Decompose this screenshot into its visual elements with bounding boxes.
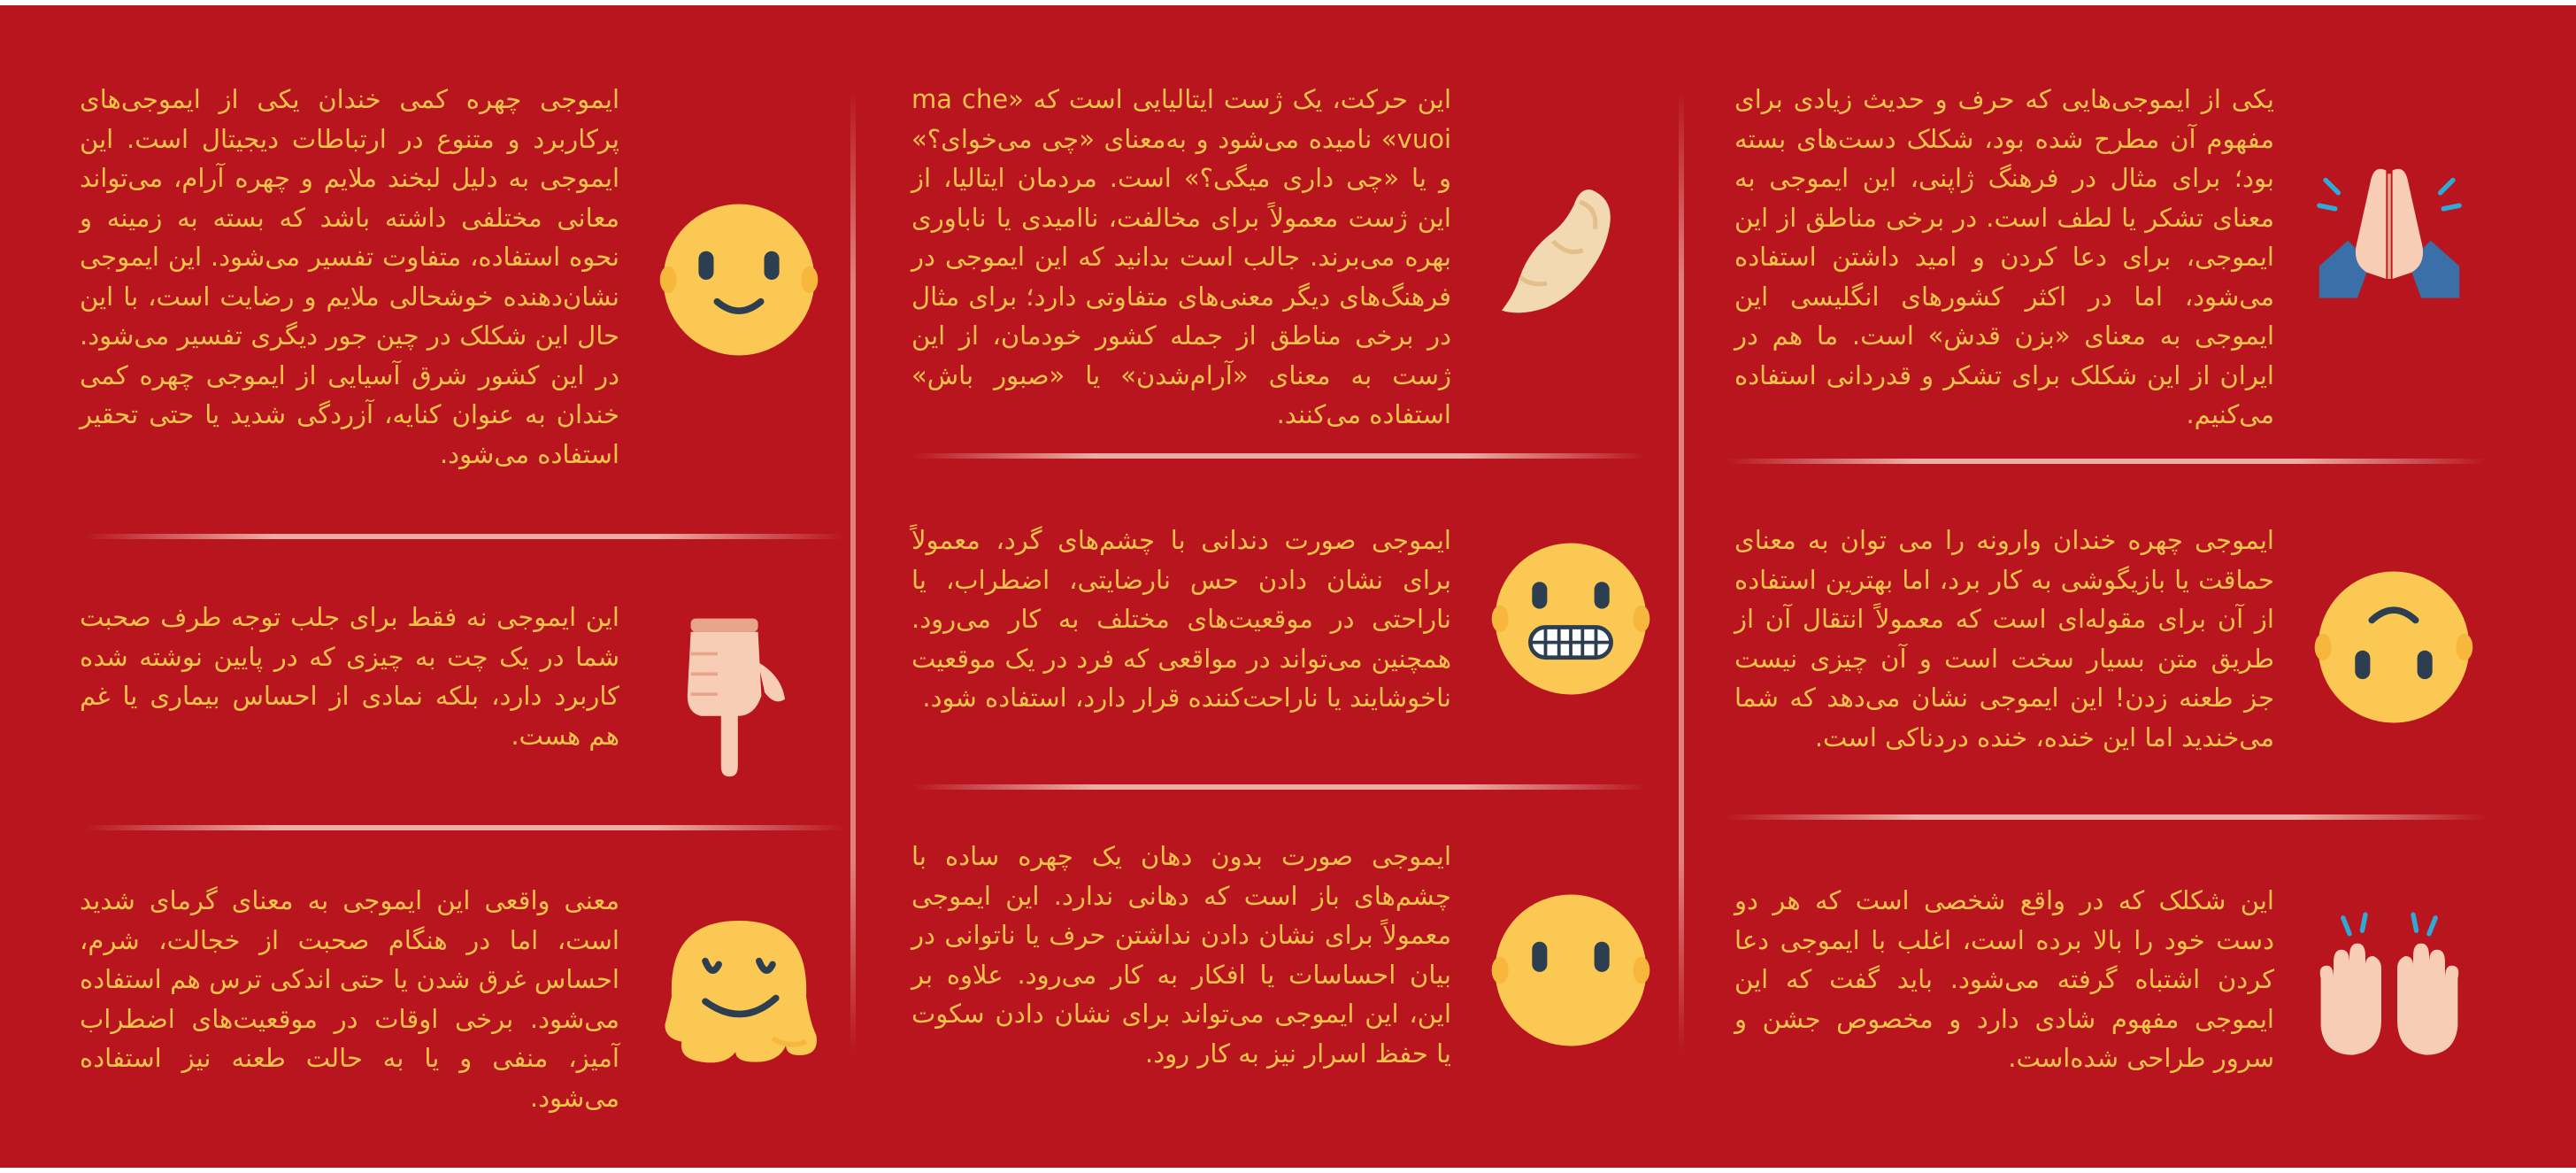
card-pinched-fingers <box>876 76 1699 429</box>
card-melting <box>44 877 867 1113</box>
slightly-smiling-face-icon <box>655 196 823 364</box>
card-no-mouth <box>876 833 1699 1099</box>
card-folded-hands <box>1699 76 2522 429</box>
card-upside-down <box>1699 517 2522 783</box>
card-slightly-smiling <box>44 76 867 475</box>
raising-hands-description: این شکلک که در واقع شخصی است که هر دو دست خود را بالا برده است، اغلب با ایموجی دعا کردن اشتباه گرفته می‌شود. باید گفت که این ایموجی مفهوم شادی دارد و مخصوص جشن و سرور طراحی شده‌است. <box>1734 885 2274 1073</box>
card-grimacing <box>876 517 1699 747</box>
column-left <box>44 5 867 1168</box>
card-pointing-down <box>44 594 867 806</box>
face-without-mouth-icon <box>1487 886 1655 1054</box>
row-divider <box>911 453 1646 459</box>
pinched-fingers-description: این حرکت، یک ژست ایتالیایی است که «ma che vuoi» نامیده می‌شود و به‌معنای «چی می‌خوای؟» و یا «چی داری میگی؟» است. مردمان ایتالیا، از این ژست معمولاً برای مخالفت، ناامیدی یا ناباوری بهره می‌برند. جالب است بدانید که این ایموجی در فرهنگ‌های دیگر معنی‌های متفاوتی دارد؛ برای مثال در برخی مناطق از جمله کشور خودمان، از این ژست به معنای «آرام‌شدن» یا «صبور باش» استفاده می‌کنند. <box>911 84 1452 429</box>
row-divider <box>84 534 845 539</box>
melting-face-icon <box>655 904 823 1072</box>
backhand-index-pointing-down-icon <box>664 612 805 780</box>
pinched-fingers-icon <box>1487 178 1637 328</box>
folded-hands-description: یکی از ایموجی‌هایی که حرف و حدیث زیادی برای مفهوم آن مطرح شده بود، شکلک دست‌های بسته بود؛ برای مثال در فرهنگ ژاپنی، این ایموجی به معنای تشکر یا لطف است. در برخی مناطق از این ایموجی، برای دعا کردن و امید داشتن استفاده می‌شود، اما در اکثر کشورهای انگلیسی این ایموجی به معنای «بزن قدش» است. ما هم در ایران از این شکلک برای تشکر و قدردانی استفاده می‌کنیم. <box>1734 84 2274 429</box>
grimacing-face-icon <box>1487 535 1655 703</box>
raising-hands-icon <box>2301 908 2478 1068</box>
upside-down-description: ایموجی چهره خندان وارونه را می توان به معنای حماقت یا بازیگوشی به کار برد، اما بهترین استفاده از آن برای مقوله‌ای است که معمولاً انتقال آن از طریق متن بسیار سخت است و آن چیزی نیست جز طعنه زدن! این ایموجی نشان می‌دهد که شما می‌خندید اما این خنده، خنده دردناکی است. <box>1734 525 2274 752</box>
row-divider <box>1726 814 2487 820</box>
row-divider <box>911 784 1646 790</box>
column-right <box>1699 5 2522 1168</box>
card-raising-hands <box>1699 877 2522 1099</box>
upside-down-face-icon <box>2310 563 2478 731</box>
emoji-infographic-panel <box>0 5 2576 1168</box>
folded-hands-icon <box>2310 151 2469 311</box>
row-divider <box>1726 459 2487 464</box>
pointing-down-description: این ایموجی نه فقط برای جلب توجه طرف صحبت شما در یک چت به چیزی که در پایین نوشته شده کاربرد دارد، بلکه نمادی از احساس بیماری یا غم هم هست. <box>80 602 619 751</box>
no-mouth-description: ایموجی صورت بدون دهان یک چهره ساده با چشم‌های باز است که دهانی ندارد. این ایموجی معمولاً برای نشان دادن نداشتن حرف یا ناتوانی در بیان احساسات یا افکار به کار می‌رود. علاوه بر این، این ایموجی می‌تواند برای نشان دادن سکوت یا حفظ اسرار نیز به کار رود. <box>911 841 1451 1069</box>
row-divider <box>84 825 845 830</box>
melting-description: معنی واقعی این ایموجی به معنای گرمای شدید است، اما در هنگام صحبت از خجالت، شرم، احساس غرق شدن یا حتی اندکی ترس هم استفاده می‌شود. برخی اوقات در موقعیت‌های اضطراب آمیز، منفی و یا به حالت طعنه نیز استفاده می‌شود. <box>80 885 619 1113</box>
grimacing-description: ایموجی صورت دندانی با چشم‌های گرد، معمولاً برای نشان دادن حس نارضایتی، اضطراب، یا ناراحتی در موقعیت‌های مختلف به کار می‌رود. همچنین می‌تواند در مواقعی که فرد در یک موقعیت ناخوشایند یا ناراحت‌کننده قرار دارد، استفاده شود. <box>911 525 1451 713</box>
slightly-smiling-description: ایموجی چهره کمی خندان یکی از ایموجی‌های پرکاربرد و متنوع در ارتباطات دیجیتال است. این ایموجی به دلیل لبخند ملایم و چهره آرام، می‌تواند معانی مختلفی داشته باشد که بسته به زمینه و نحوه استفاده، متفاوت تفسیر می‌شود. این ایموجی نشان‌دهنده خوشحالی ملایم و رضایت است، با این حال این شکلک در چین جور دیگری تفسیر می‌شود. در این کشور شرق آسیایی از ایموجی چهره کمی خندان به عنوان کنایه، آزردگی شدید یا حتی تحقیر استفاده می‌شود. <box>80 84 619 469</box>
column-middle <box>876 5 1699 1168</box>
